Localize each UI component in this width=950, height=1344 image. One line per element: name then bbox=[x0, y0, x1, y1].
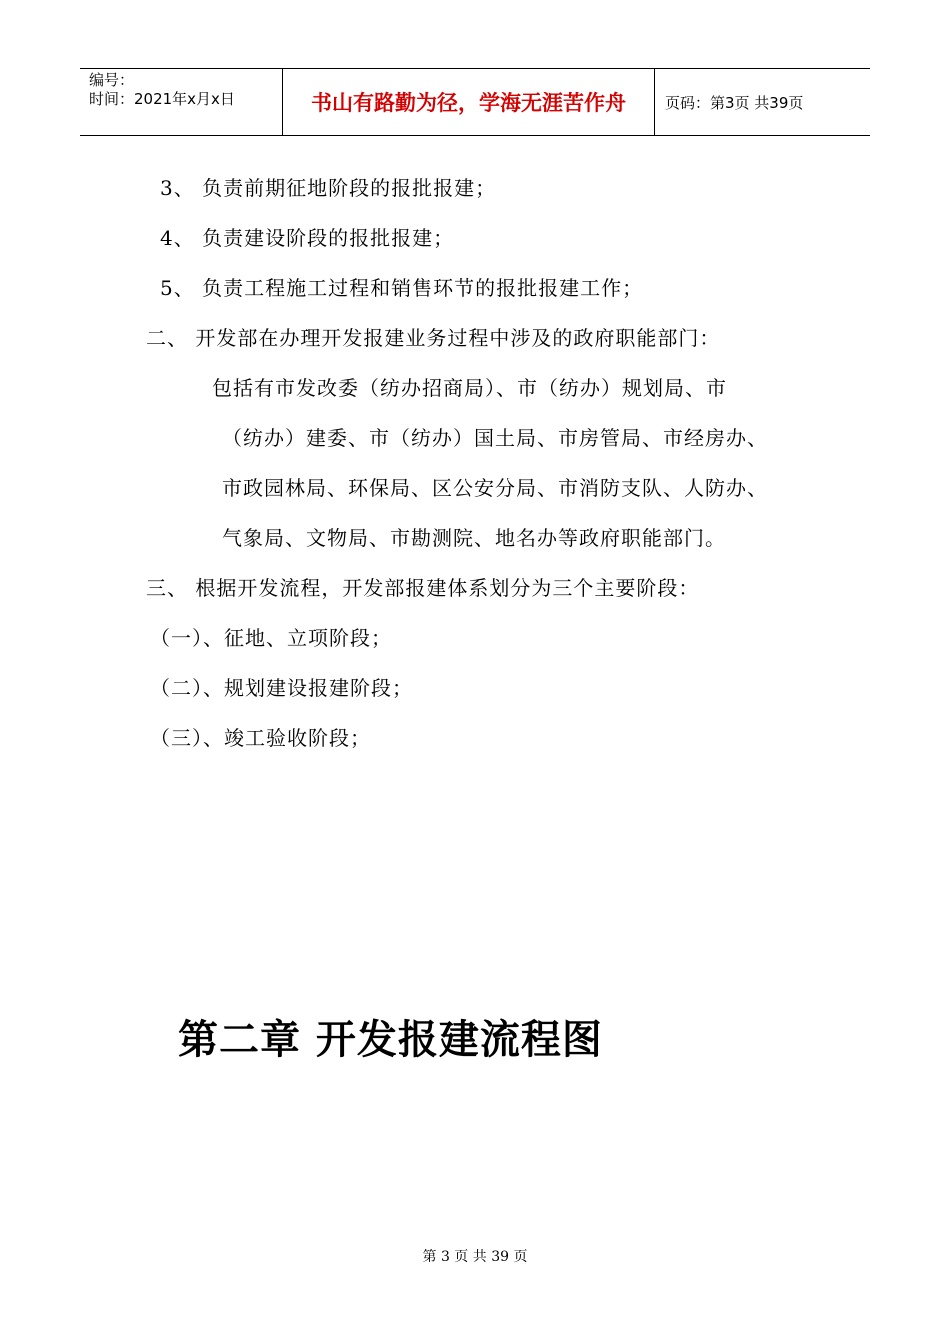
chapter-title: 第二章 开发报建流程图 bbox=[178, 1017, 603, 1063]
paragraph-line: 包括有市发改委（纺办招商局）、市（纺办）规划局、市 bbox=[212, 376, 727, 400]
list-item: 3、 负责前期征地阶段的报批报建； bbox=[160, 176, 497, 200]
paragraph-line: （纺办）建委、市（纺办）国土局、市房管局、市经房办、 bbox=[222, 426, 768, 450]
header-meta bbox=[80, 69, 282, 135]
header-number-label: 编号： bbox=[89, 71, 135, 89]
section-heading: 三、 根据开发流程，开发部报建体系划分为三个主要阶段： bbox=[146, 576, 700, 600]
section-heading: 二、 开发部在办理开发报建业务过程中涉及的政府职能部门： bbox=[146, 326, 721, 350]
page-header bbox=[80, 68, 870, 136]
stage-item: （三）、竣工验收阶段； bbox=[150, 726, 371, 750]
paragraph-line: 市政园林局、环保局、区公安分局、市消防支队、人防办、 bbox=[222, 476, 768, 500]
header-page-label: 页码：第3页 共39页 bbox=[665, 93, 804, 112]
list-item: 5、 负责工程施工过程和销售环节的报批报建工作； bbox=[160, 276, 644, 300]
list-item: 4、 负责建设阶段的报批报建； bbox=[160, 226, 455, 250]
header-motto: 书山有路勤为径，学海无涯苦作舟 bbox=[282, 69, 655, 135]
stage-item: （一）、征地、立项阶段； bbox=[150, 626, 392, 650]
paragraph-line: 气象局、文物局、市勘测院、地名办等政府职能部门。 bbox=[222, 526, 726, 550]
header-time-label: 时间：2021年x月x日 bbox=[89, 90, 235, 108]
stage-item: （二）、规划建设报建阶段； bbox=[150, 676, 413, 700]
page-footer: 第 3 页 共 39 页 bbox=[422, 1249, 528, 1265]
